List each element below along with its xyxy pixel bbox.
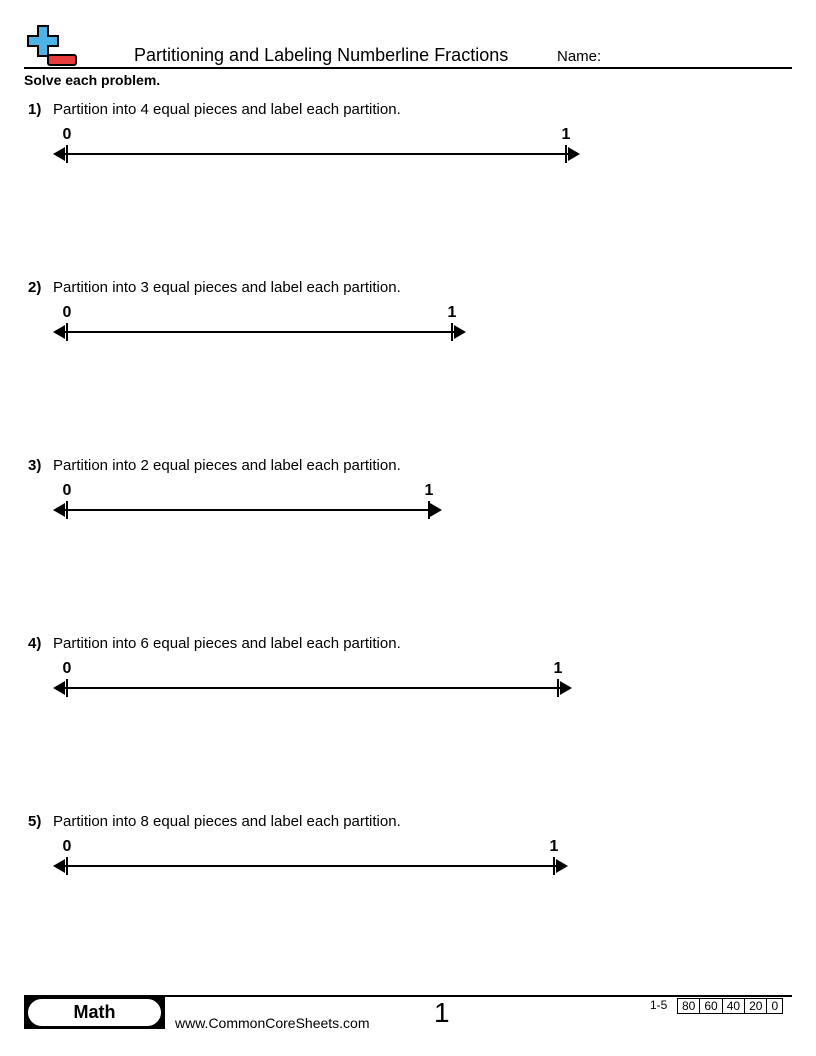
end-label: 1: [561, 126, 571, 143]
problem-text: Partition into 6 equal pieces and label each partition.: [53, 635, 401, 652]
end-label: 1: [447, 304, 457, 321]
name-label: Name:: [557, 48, 602, 65]
end-label: 1: [553, 660, 563, 677]
start-label: 0: [62, 482, 72, 499]
problem-3: [0, 457, 816, 547]
score-cell: 80: [682, 999, 696, 1013]
problem-number: 5): [28, 813, 42, 830]
number-line: [0, 635, 816, 715]
problem-4: [0, 635, 816, 725]
right-arrow-icon: [556, 859, 568, 873]
left-arrow-icon: [53, 681, 65, 695]
start-label: 0: [62, 660, 72, 677]
instructions: Solve each problem.: [24, 72, 161, 88]
start-label: 0: [62, 838, 72, 855]
site-url: www.CommonCoreSheets.com: [175, 1015, 370, 1031]
score-cell: 0: [766, 999, 782, 1013]
start-label: 0: [62, 126, 72, 143]
problem-5: [0, 813, 816, 903]
score-cell: 40: [722, 999, 744, 1013]
problem-number: 4): [28, 635, 42, 652]
left-arrow-icon: [53, 859, 65, 873]
left-arrow-icon: [53, 325, 65, 339]
page-title: Partitioning and Labeling Numberline Fractions: [134, 45, 509, 65]
right-arrow-icon: [454, 325, 466, 339]
number-line: [0, 457, 816, 537]
number-line: [0, 279, 816, 359]
problem-number: 2): [28, 279, 42, 296]
end-label: 1: [549, 838, 559, 855]
end-label: 1: [424, 482, 434, 499]
problem-text: Partition into 4 equal pieces and label each partition.: [53, 101, 401, 118]
problem-number: 3): [28, 457, 42, 474]
number-line: [0, 813, 816, 893]
score-cell: 60: [699, 999, 721, 1013]
plus-minus-logo-icon: [24, 24, 80, 68]
left-arrow-icon: [53, 503, 65, 517]
right-arrow-icon: [560, 681, 572, 695]
subject-badge: [24, 997, 165, 1029]
start-label: 0: [62, 304, 72, 321]
subject-badge-label: Math: [28, 999, 161, 1026]
right-arrow-icon: [430, 503, 442, 517]
problem-1: [0, 101, 816, 191]
score-range-label: 1-5: [650, 998, 668, 1012]
right-arrow-icon: [568, 147, 580, 161]
problem-2: [0, 279, 816, 369]
problem-number: 1): [28, 101, 42, 118]
problem-text: Partition into 8 equal pieces and label each partition.: [53, 813, 401, 830]
left-arrow-icon: [53, 147, 65, 161]
header-divider: [24, 67, 792, 69]
problem-text: Partition into 2 equal pieces and label each partition.: [53, 457, 401, 474]
problem-text: Partition into 3 equal pieces and label each partition.: [53, 279, 401, 296]
score-table: [677, 998, 783, 1014]
score-cell: 20: [744, 999, 766, 1013]
page-number: 1: [434, 997, 450, 1028]
number-line: [0, 101, 816, 181]
